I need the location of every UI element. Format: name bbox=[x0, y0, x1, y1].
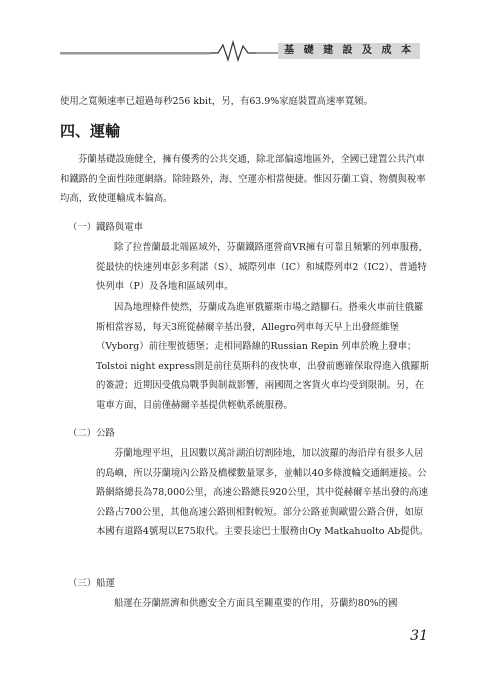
rail-paragraph-2: 因為地理條件使然，芬蘭成為進軍俄羅斯市場之踏腳石。搭乘火車前往俄羅斯相當容易，每天3班從赫爾辛基出發，Allegro列車每天早上出發經維堡（Vyborg）前往聖彼德堡；走相同路線的Russian Repin 列車於晚上發車；Tolstoi night express則是前往莫斯科的夜快車，出發前應確保取得進入俄羅斯的簽證；近期因受俄烏戰爭與制裁影響，兩國間之客貨火車均受到限制。另，在電車方面，目前僅赫爾辛基提供輕軌系統服務。 bbox=[96, 302, 430, 411]
section-intro bbox=[60, 150, 432, 209]
subsection-label-shipping: （三）船運 bbox=[68, 578, 115, 589]
subsection-rail-body-2 bbox=[96, 298, 432, 416]
section-heading: 四、運輸 bbox=[60, 122, 121, 140]
rail-paragraph-1: 除了拉普蘭最北端區域外，芬蘭鐵路運營商VR擁有可靠且頻繁的列車服務，從最快的快速列車彭多利諾（S）、城際列車（IC）和城際列車2（IC2）、普通特快列車（P）及各地和區域列車。 bbox=[96, 242, 428, 293]
lead-paragraph: 使用之寬頻速率已超過每秒256 kbit，另，有63.9%家庭裝置高速率寬頻。 bbox=[60, 96, 373, 107]
subsection-road-body bbox=[96, 444, 432, 542]
subsection-rail-body-1 bbox=[96, 238, 432, 297]
subsection-label-rail: （一）鐵路與電車 bbox=[68, 222, 144, 233]
road-paragraph-1: 芬蘭地理平坦，且因數以萬計湖泊切割陸地，加以波羅的海沿岸有很多人居的島嶼，所以芬蘭境內公路及橋樑數量眾多，並輔以40多條渡輪交通網連接。公路網絡總長為78,000公里，高速公路總長920公里，其中從赫爾辛基出發的高速公路占700公里，其他高速公路則相對較短。部分公路並與歐盟公路合併，如原本國有道路4號現以E75取代。主要長途巴士服務由Oy Matkahuolto Ab提供。 bbox=[96, 448, 429, 538]
shipping-paragraph-1: 船運在芬蘭經濟和供應安全方面具至關重要的作用，芬蘭約80%的國 bbox=[114, 598, 398, 609]
running-header bbox=[60, 38, 420, 64]
subsection-label-road: （二）公路 bbox=[68, 428, 115, 439]
intro-paragraph: 芬蘭基礎設施健全，擁有優秀的公共交通，除北部偏遠地區外，全國已建置公共汽車和鐵路的全面性陸運網絡。除陸路外，海、空運亦相當便捷。惟因芬蘭工資、物價與稅率均高，致使運輸成本偏高。 bbox=[60, 154, 426, 205]
subsection-shipping-body bbox=[96, 594, 432, 614]
header-section-label: 基 礎 建 設 及 成 本 bbox=[278, 43, 420, 59]
page-number: 31 bbox=[410, 628, 428, 644]
